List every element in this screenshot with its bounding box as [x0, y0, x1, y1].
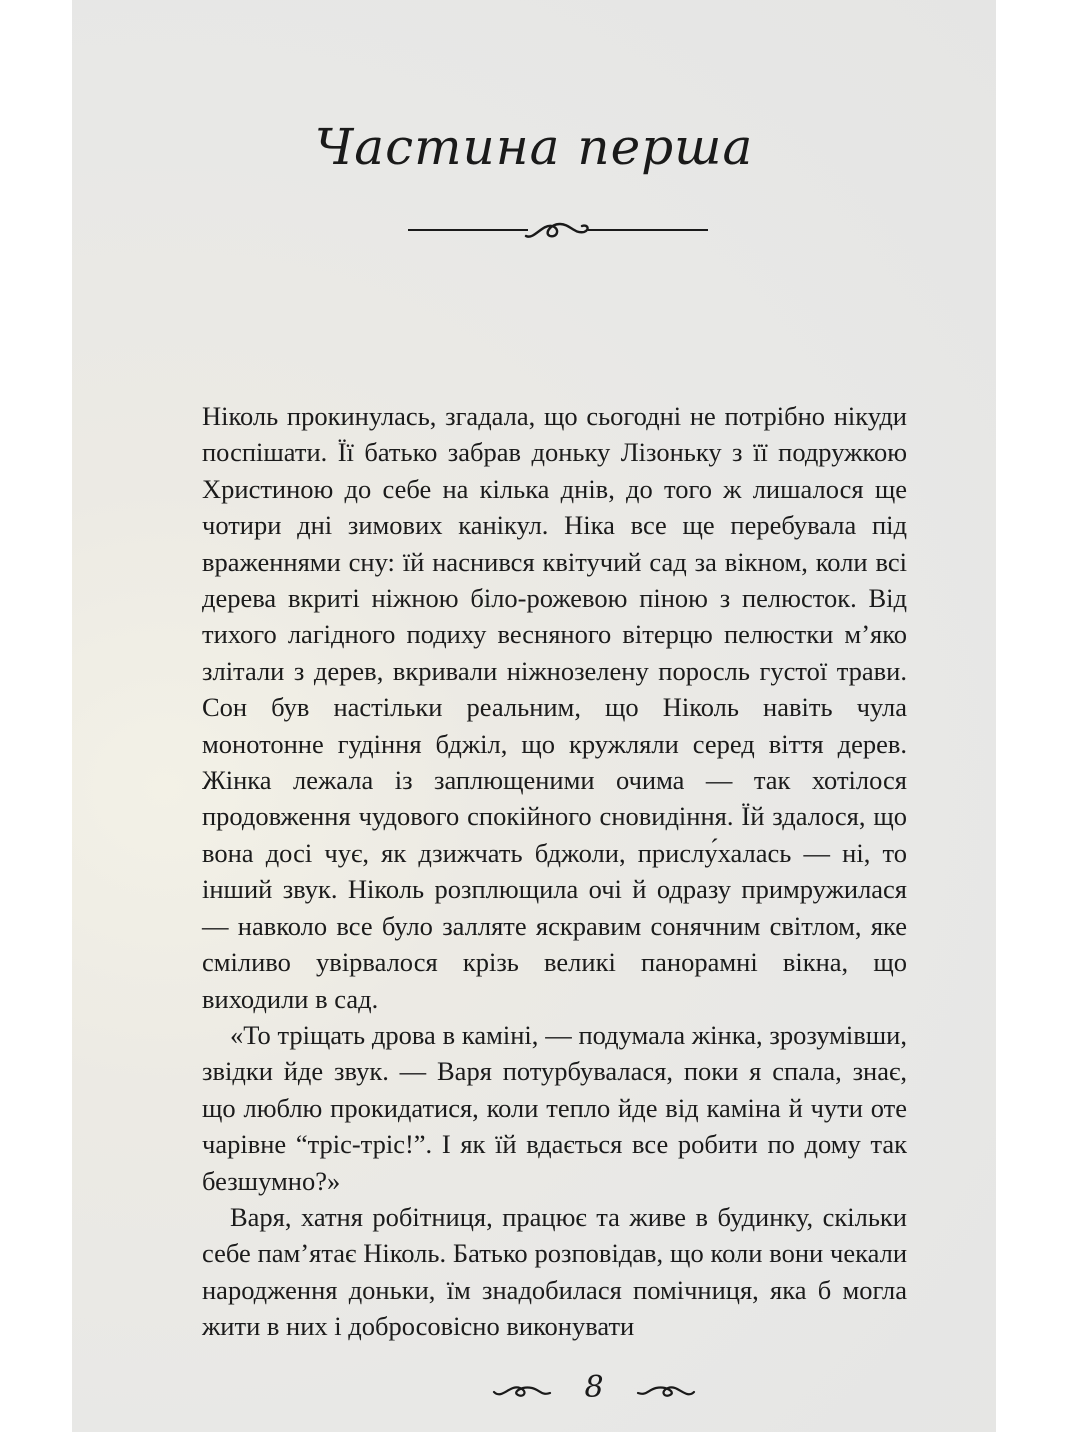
paragraph-3: Варя, хатня робітниця, працює та живе в будинку, скільки себе пам’ятає Ніколь. Батько розповідав, що коли вони чекали народження доньки, їм знадобилася помічниця, яка б могла жити в них і добросовісно виконувати	[202, 1201, 907, 1342]
footer-ornament-right	[636, 1382, 696, 1402]
chapter-title: Частина перша	[314, 118, 754, 176]
body-text	[202, 398, 907, 1345]
paragraph-1: Ніколь прокинулась, згадала, що сьогодні не потрібно нікуди поспішати. Її батько забрав доньку Лізоньку з її подружкою Христиною до себе на кілька днів, до того ж лишалося ще чотири дні зимових канікул. Ніка все ще перебувала під враженнями сну: їй наснився квітучий сад за вікном, коли всі дерева вкриті ніжною біло-рожевою піною з пелюсток. Від тихого лагідного подиху весняного вітерцю пелюстки м’яко злітали з дерев, вкривали ніжнозелену поросль густої трави. Сон був настільки реальним, що Ніколь навіть чула монотонне гудіння бджіл, що кружляли серед віття дерев. Жінка лежала із заплющеними очима — так хотілося продовження чудового спокійного сновидіння. Їй здалося, що вона досі чує, як дзижчать бджоли, прислу́халась — ні, то інший звук. Ніколь розплющила очі й одразу примружилася — навколо все було залляте яскравим сонячним світлом, яке сміливо увірвалося крізь великі панорамні вікна, що виходили в сад.	[202, 401, 907, 1014]
book-page	[72, 0, 996, 1432]
title-divider-ornament	[408, 210, 708, 250]
page-number: 8	[584, 1370, 604, 1405]
paragraph-2: «То тріщать дрова в каміні, — подумала жінка, зрозумівши, звідки йде звук. — Варя потурбувалася, поки я спала, знає, що люблю прокидатися, коли тепло йде від каміна й чути оте чарівне “тріс-тріс!”. І як їй вдається все робити по дому так безшумно?»	[202, 1019, 907, 1196]
page-footer	[484, 1368, 704, 1418]
